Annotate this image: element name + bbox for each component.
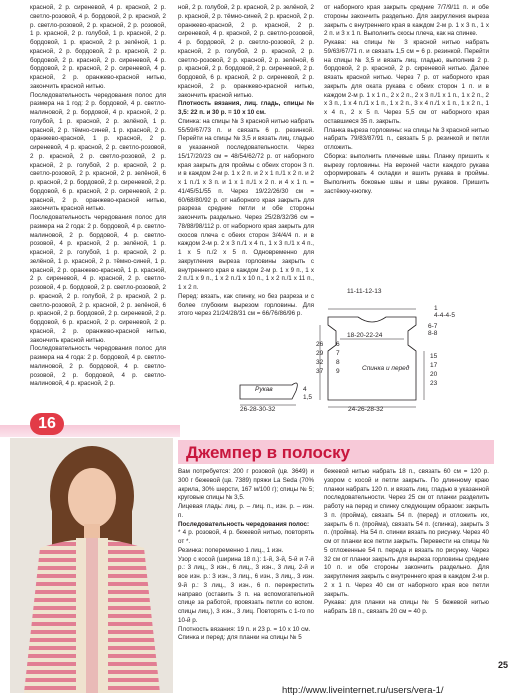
paragraph: Резинка: попеременно 1 лиц., 1 изн. — [178, 546, 284, 554]
paragraph: Последовательность чередования полос: — [178, 520, 310, 528]
model-number-badge: 16 — [30, 413, 64, 435]
paragraph: Рукава: для планки на спицы № 5 бежевой нитью набрать 18 п., связать 20 см = 40 р. — [324, 599, 489, 615]
paragraph: Последовательность чередования полос для размера на 4 года: 2 р. бордовой, 4 р. светло-малиновой, 2 р. бордовой, 4 р. светло-розовой, 2 р. бордовой, 4 р. светло-малиновой, 4 р. красной, 2 р. — [30, 345, 166, 388]
paragraph: Плотность вязания: 19 п. и 23 р. = 10 х 10 см. — [178, 625, 311, 633]
label-sleeve: Рукав — [255, 386, 273, 393]
source-url-watermark[interactable]: http://www.liveinternet.ru/users/vera-1/ — [282, 685, 444, 696]
label-shoulder: 1 4-4-4-5 — [434, 305, 455, 319]
body-outline — [328, 317, 416, 400]
instructions-column-4 — [178, 468, 314, 698]
paragraph: Планка выреза горловины: на спицы № 3 красной нитью набрать 79/83/87/91 п., связать 5 р. резинкой и петли отложить. — [324, 126, 489, 151]
label-armhole: 6 7 8 9 — [336, 341, 340, 375]
instructions-column-3 — [324, 4, 489, 298]
paragraph: Плотность вязания, лиц. гладь, спицы № 3,5: 22 п. и 30 р. = 10 х 10 см. — [178, 100, 314, 116]
page-number: 25 — [498, 660, 509, 670]
label-inner-width: 18-20-22-24 — [347, 332, 383, 339]
label-body: Спинка и перед — [362, 365, 410, 372]
model-photo — [10, 438, 173, 693]
paragraph: Перед: вязать, как спинку, но без разреза и с более глубоким вырезом горловины. Для этого через 21/24/28/31 см = 66/76/86/96 р. — [178, 292, 314, 318]
paragraph: красной, 2 р. сиреневой, 4 р. красной, 2 р. светло-розовой, 4 р. бордовой, 2 р. красной, 2 р. светло-розовой, 2 р. красной, 2 р. розовой, 1 р. красной, 2 р. голубой, 1 р. красной, 2 р. бордовой, 1 р. красной, 2 р. зелёной, 1 р. красной, 2 р. бордовой, 2 р. красной, 2 р. бордовой, 2 р. красной, 2 р. сиреневой, 4 р. бордовой, 2 р. красной, 2 р. сиреневой, 4 р. красной, 2 р. оранжево-красной нитью, закончить красной нитью. — [30, 4, 166, 90]
paragraph: Спинка и перед: для планки на спицы № 5 — [178, 634, 302, 642]
paragraph: Узор с косой (ширина 18 п.): 1-й, 3-й, 5-й и 7-й р.: 3 лиц., 3 изн., 6 лиц., 3 изн., 3 лиц. 2-й и все изн. р.: 3 изн., 3 лиц., 6 изн., 3 лиц., 3 изн. 9-й р.: 3 лиц., 3 изн., 6 п. перекрестить направо (оставить 3 п. на вспомогательной спице за работой, провязать петли со вспом. спицы лиц.), 3 изн., 3 лиц. Повторять с 1-го по 10-й р. — [178, 555, 314, 624]
title-band — [178, 440, 494, 464]
label-neck: 6-7 8-8 — [428, 323, 438, 337]
paragraph: Вам потребуется: 200 г розовой (цв. 3649) и 300 г бежевой (цв. 7389) пряжи La Seda (70% акрила, 30% шерсти, 167 м/100 г); спицы № 5; круговые спицы № 3,5. — [178, 468, 314, 502]
paragraph: Сборка: выполнить плечевые швы. Планку пришить к вырезу горловины. На верхней части каждого рукава сформировать 4 складки и вшить рукава в проймы. Выполнить боковые швы и швы рукавов. Пришить застёжку-кнопку. — [324, 152, 489, 195]
paragraph: Рукава: на спицы № 3 красной нитью набрать 59/63/67/71 п. и связать 1,5 см = 6 р. резинкой. Перейти на спицы № 3,5 и вязать лиц. гладью, выполнив 2 р. бордовой, 2 р. красной, 2 р. сиреневой нитью. Далее вязать красной нитью. Через 7 р. от наборного края закрыть для оката рукава с обеих сторон 1 п. и в каждом 2-м р. 1 х 1 п., 2 х 2 п., 2 х 3 п./1 х 1 п., 1 х 2 п., 2 х 3 п., 1 х 4 п./1 х 1 п., 1 х 2 п., 3 х 4 п./1 х 1 п., 1 х 2 п., 1 х 4 п., 2 х 5 п. Через 5,5 см от наборного края оставшиеся 35 п. закрыть. — [324, 39, 489, 125]
page-title: Джемпер в полоску — [186, 443, 351, 462]
label-top-width: 11-11-12-13 — [347, 288, 382, 295]
instructions-column-1 — [30, 4, 166, 388]
label-sleeve-width: 26-28-30-32 — [240, 406, 276, 413]
decorative-stripe — [0, 425, 180, 437]
paragraph: Последовательность чередования полос для размера на 1 год: 2 р. бордовой, 4 р. светло-малиновой, 2 р. бордовой, 4 р. красной, 2 р. голубой, 1 р. красной, 2 р. зелёной, 1 р. красной, 2 р. тёмно-синей, 1 р. красной, 2 р. оранжево-красной, 1 р. красной, 2 р. сиреневой, 4 р. красной, 2 р. светло-розовой, 2 р. красной, 2 р. светло-розовой, 2 р. красной, 2 р. голубой, 2 р. красной, 2 р. светло-розовой, 2 р. красной, 2 р. зелёной, 6 р. красной, 2 р. бордовой, 2 р. сиреневой, 2 р. бордовой, 6 р. красной, 2 р. сиреневой, 2 р. красной, 2 р. оранжево-красной нитью, закончить красной нитью. — [30, 91, 166, 213]
label-sleeve-height: 4 1,5 — [303, 386, 313, 401]
paragraph: бежевой нитью набрать 18 п., связать 60 см = 120 р. узором с косой и петли закрыть. По длинному краю планки набрать 120 п. и вязать лиц. гладью в указанной последовательности. Через 25 см от планки разделить работу на перед и спинку следующим образом: закрыть 3 п. (пройма), связать 54 п. (перед) и отложить их, закрыть 6 п. (пройма), связать 54 п. (спинка), закрыть 3 п. (пройма). На 54 п. спинки вязать по рисунку. Через 40 см от планки все петли закрыть. Перевести на спицы № 5 отложенные 54 п. переда и вязать по рисунку. Через 32 см от планки закрыть для выреза горловины средние 10 п. и обе стороны закончить раздельно. Для закругления закрыть с внутреннего края в каждом 2-м р. 2 х 1 п. Через 40 см от наборного края все петли закрыть. — [324, 468, 489, 598]
label-right-side: 15 17 20 23 — [430, 353, 438, 387]
paragraph: от наборного края закрыть средние 7/7/9/11 п. и обе стороны закончить раздельно. Для закругления выреза закрыть с внутреннего края в каждом 2-м р. 1 х 3 п., 1 х 2 п. и 3 х 1 п. Выполнить скосы плеча, как на спинке. — [324, 4, 489, 38]
paragraph: Спинка: на спицы № 3 красной нитью набрать 55/59/67/73 п. и связать 6 р. резинкой. Перейти на спицы № 3,5 и вязать лиц. гладью в указанной последовательности. Через 15/17/20/23 см = 48/54/62/72 р. от наборного края закрыть для проймы с обеих сторон 3 п. и в каждом 2-м р. 1 х 2 п. и 2 х 1 п./1 х 2 п. и 2 х 1 п./1 х 3 п. и 1 х 1 п./1 х 2 п. и 4 х 1 п. = 41/45/51/55 п. Через 19/22/26/30 см = 60/68/80/92 р. от наборного края закрыть для разреза средние петли и обе стороны закончить раздельно. Через 25/28/32/36 см = 78/88/98/112 р. от наборного края закрыть для скосов плеча с обеих сторон 3/4/4/4 п. и в каждом 2-м р. 2 х 3 п./1 х 4 п., 1 х 3 п./1 х 4 п., 1 х 5 п./2 х 5 п. Одновременно для закругления выреза горловины закрыть с внутреннего края в каждом 2-м р. 1 х 9 п., 1 х 2 п./1 х 9 п., 1 х 2 п./1 х 10 п., 1 х 2 п./1 х 11 п., 1 х 2 п. — [178, 117, 314, 291]
paragraph: * 4 р. розовой, 4 р. бежевой нитью, повторять от *. — [178, 529, 314, 545]
label-left-side: 26 29 32 37 — [316, 341, 324, 375]
paragraph: Лицевая гладь: лиц. р. – лиц. п., изн. р. – изн. п. — [178, 503, 314, 519]
girl-photo-illustration — [10, 438, 173, 693]
paragraph: Последовательность чередования полос для размера на 2 года: 2 р. бордовой, 4 р. светло-малиновой, 2 р. бордовой, 4 р. светло-розовой, 4 р. красной, 2 р. зелёной, 1 р. красной, 2 р. голубой, 1 р. красной, 2 р. зелёной, 1 р. красной, 2 р. тёмно-синей, 1 р. красной, 2 р. оранжево-красной, 1 р. красной, 2 р. сиреневой, 4 р. красной, 2 р. светло-розовой, 4 р. бордовой, 2 р. светло-розовой, 2 р. красной, 2 р. голубой, 2 р. красной, 2 р. светло-розовой, 2 р. красной, 2 р. зелёной, 6 р. красной, 2 р. бордовой, 2 р. сиреневой, 2 р. бордовой, 6 р. красной, 2 р. сиреневой, 2 р. красной, 2 р. оранжево-красной нитью, закончить красной нитью. — [30, 214, 166, 344]
instructions-column-5 — [324, 468, 489, 683]
label-bottom-width: 24-26-28-32 — [348, 406, 384, 413]
paragraph: ной, 2 р. голубой, 2 р. красной, 2 р. зелёной, 2 р. красной, 2 р. тёмно-синей, 2 р. красной, 2 р. оранжево-красной, 2 р. красной, 2 р. сиреневой, 4 р. красной, 2 р. светло-розовой, 4 р. бордовой, 2 р. светло-розовой, 2 р. красной, 2 р. голубой, 2 р. красной, 2 р. светло-розовой, 2 р. красной, 2 р. зелёной, 6 р. красной, 2 р. бордовой, 2 р. сиреневой, 2 р. бордовой, 6 р. красной, 2 р. сиреневой, 2 р. красной, 2 р. оранжево-красной нитью, закончить красной нитью. — [178, 4, 314, 99]
